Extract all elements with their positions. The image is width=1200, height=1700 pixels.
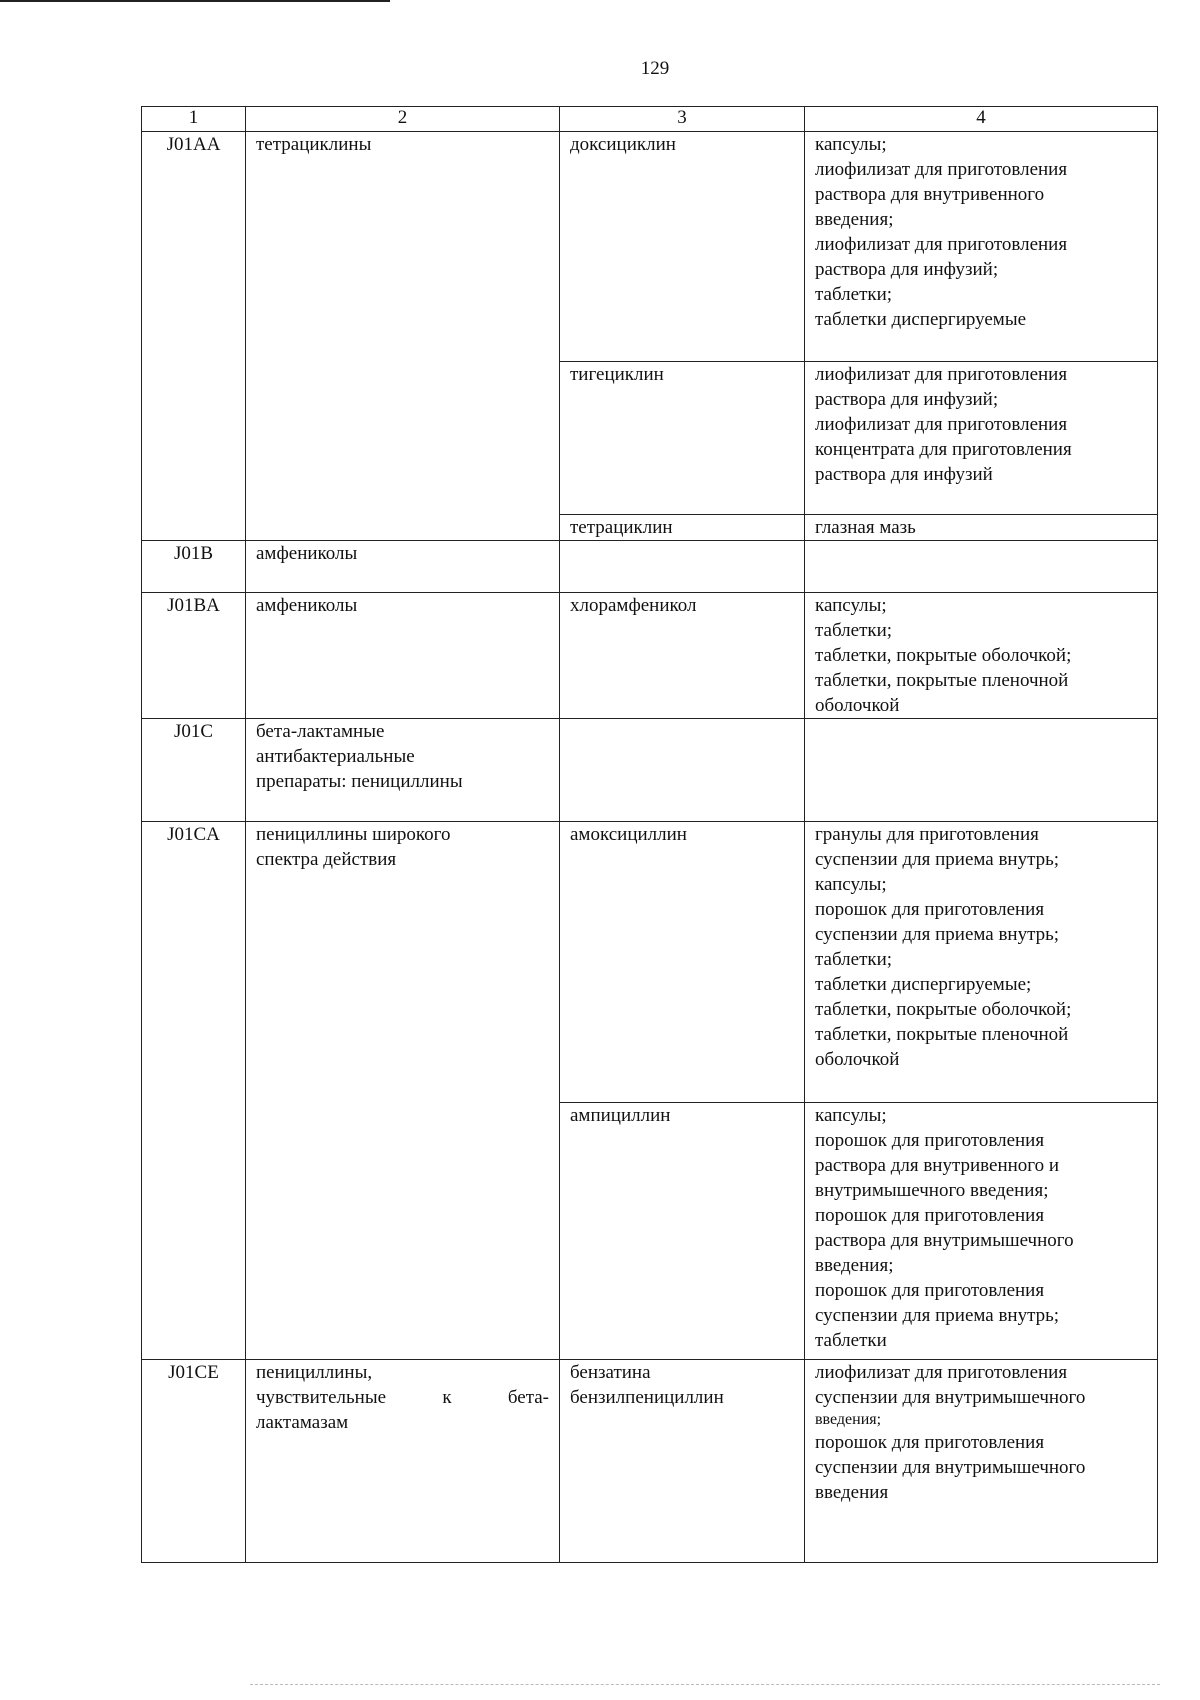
form-line: суспензии для приема внутрь; xyxy=(815,924,1060,945)
group-name xyxy=(246,1360,560,1563)
table-row xyxy=(142,822,1158,1103)
form-line: введения; xyxy=(815,1411,882,1428)
column-header-2: 2 xyxy=(246,107,560,132)
atc-code: J01B xyxy=(142,541,246,593)
drug-name: тетрациклин xyxy=(560,515,805,541)
atc-code: J01C xyxy=(142,719,246,822)
dosage-forms xyxy=(805,1360,1158,1563)
drug-name xyxy=(560,1360,805,1563)
form-line: раствора для внутривенного xyxy=(815,184,1045,205)
form-line: порошок для приготовления xyxy=(815,1205,1045,1226)
form-line: порошок для приготовления xyxy=(815,1432,1045,1453)
form-line: глазная мазь xyxy=(815,517,916,538)
form-line: лиофилизат для приготовления xyxy=(815,159,1068,180)
group-name xyxy=(246,719,560,822)
drug-name: доксициклин xyxy=(560,132,805,362)
form-line: введения xyxy=(815,1482,889,1503)
form-line: введения; xyxy=(815,1255,894,1276)
column-header-4: 4 xyxy=(805,107,1158,132)
dosage-forms xyxy=(805,362,1158,515)
form-line: раствора для внутримышечного xyxy=(815,1230,1074,1251)
table-row xyxy=(142,719,1158,822)
atc-code: J01CA xyxy=(142,822,246,1360)
form-line: таблетки, покрытые пленочной xyxy=(815,670,1069,691)
group-name: амфениколы xyxy=(246,541,560,593)
dosage-forms xyxy=(805,822,1158,1103)
table-header-row xyxy=(142,107,1158,132)
group-name: амфениколы xyxy=(246,593,560,719)
form-line: капсулы; xyxy=(815,134,887,155)
form-line: таблетки xyxy=(815,1330,887,1351)
form-line: лиофилизат для приготовления xyxy=(815,234,1068,255)
dosage-forms xyxy=(805,1103,1158,1360)
form-line: таблетки диспергируемые xyxy=(815,309,1027,330)
form-line: раствора для внутривенного и xyxy=(815,1155,1060,1176)
form-line: суспензии для приема внутрь; xyxy=(815,1305,1060,1326)
form-line: капсулы; xyxy=(815,595,887,616)
medication-table xyxy=(141,106,1158,1563)
form-line: суспензии для приема внутрь; xyxy=(815,849,1060,870)
drug-name: ампициллин xyxy=(560,1103,805,1360)
form-line: лиофилизат для приготовления xyxy=(815,414,1068,435)
drug-name-line: бензатина xyxy=(570,1362,651,1383)
form-line: таблетки; xyxy=(815,949,893,970)
dosage-forms xyxy=(805,132,1158,362)
form-line: таблетки; xyxy=(815,620,893,641)
drug-name: хлорамфеникол xyxy=(560,593,805,719)
form-line: таблетки, покрытые оболочкой; xyxy=(815,999,1072,1020)
dosage-forms-empty xyxy=(805,719,1158,822)
group-name-line: лактамазам xyxy=(256,1412,349,1433)
form-line: концентрата для приготовления xyxy=(815,439,1072,460)
group-name: тетрациклины xyxy=(246,132,560,541)
form-line: оболочкой xyxy=(815,695,900,716)
dosage-forms xyxy=(805,593,1158,719)
form-line: таблетки; xyxy=(815,284,893,305)
form-line: таблетки, покрытые пленочной xyxy=(815,1024,1069,1045)
column-header-3: 3 xyxy=(560,107,805,132)
form-line: капсулы; xyxy=(815,1105,887,1126)
form-line: порошок для приготовления xyxy=(815,1130,1045,1151)
group-name-word: чувствительные xyxy=(256,1387,387,1408)
group-name-line: бета-лактамные xyxy=(256,721,385,742)
drug-name-empty xyxy=(560,719,805,822)
group-name-word: к xyxy=(442,1387,452,1408)
group-name-line: препараты: пенициллины xyxy=(256,771,463,792)
atc-code: J01BA xyxy=(142,593,246,719)
form-line: таблетки диспергируемые; xyxy=(815,974,1032,995)
column-header-1: 1 xyxy=(142,107,246,132)
group-name-line: антибактериальные xyxy=(256,746,415,767)
group-name-line: пенициллины, xyxy=(256,1362,373,1383)
form-line: оболочкой xyxy=(815,1049,900,1070)
group-name-justified-line xyxy=(256,1385,549,1410)
form-line: капсулы; xyxy=(815,874,887,895)
group-name-line: спектра действия xyxy=(256,849,397,870)
atc-code: J01AA xyxy=(142,132,246,541)
scan-edge-line xyxy=(0,0,390,2)
group-name-word: бета- xyxy=(507,1387,549,1408)
form-line: таблетки, покрытые оболочкой; xyxy=(815,645,1072,666)
drug-name-empty xyxy=(560,541,805,593)
form-line: суспензии для внутримышечного xyxy=(815,1387,1086,1408)
form-line: раствора для инфузий; xyxy=(815,259,999,280)
dosage-forms xyxy=(805,515,1158,541)
form-line: раствора для инфузий xyxy=(815,464,993,485)
form-line: порошок для приготовления xyxy=(815,1280,1045,1301)
form-line: лиофилизат для приготовления xyxy=(815,364,1068,385)
table-row xyxy=(142,541,1158,593)
form-line: порошок для приготовления xyxy=(815,899,1045,920)
form-line: суспензии для внутримышечного xyxy=(815,1457,1086,1478)
table-row xyxy=(142,593,1158,719)
table-row xyxy=(142,132,1158,362)
dosage-forms-empty xyxy=(805,541,1158,593)
atc-code: J01CE xyxy=(142,1360,246,1563)
group-name xyxy=(246,822,560,1360)
table-row xyxy=(142,1360,1158,1563)
drug-name: тигециклин xyxy=(560,362,805,515)
group-name-line: пенициллины широкого xyxy=(256,824,451,845)
drug-name: амоксициллин xyxy=(560,822,805,1103)
form-line: введения; xyxy=(815,209,894,230)
page-number: 129 xyxy=(640,58,670,79)
form-line: внутримышечного введения; xyxy=(815,1180,1049,1201)
scan-bottom-edge xyxy=(250,1684,1160,1686)
form-line: лиофилизат для приготовления xyxy=(815,1362,1068,1383)
form-line: раствора для инфузий; xyxy=(815,389,999,410)
form-line: гранулы для приготовления xyxy=(815,824,1039,845)
drug-name-line: бензилпенициллин xyxy=(570,1387,724,1408)
